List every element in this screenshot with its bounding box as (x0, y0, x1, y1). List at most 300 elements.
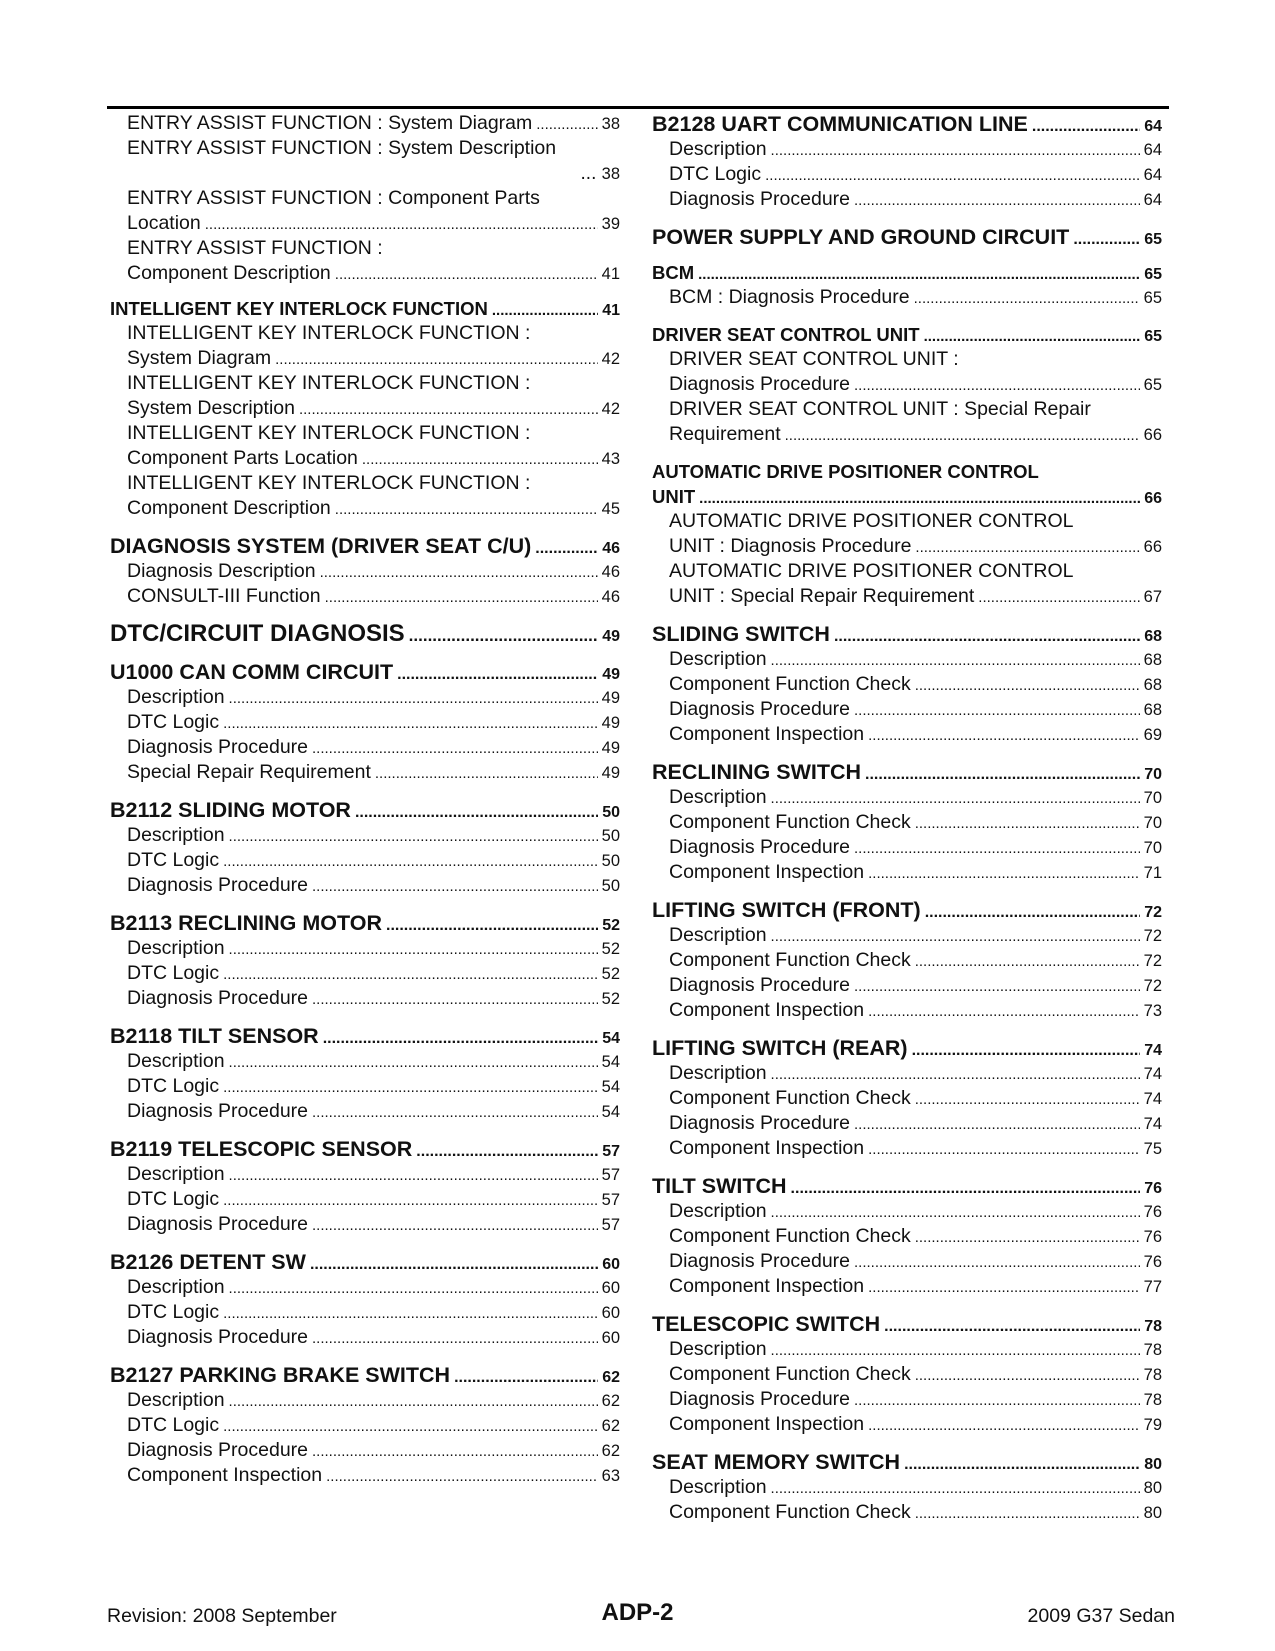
entry-title: Description (669, 648, 767, 670)
dot-leader (223, 849, 598, 874)
page-ref: 52 (601, 965, 620, 983)
entry-title: System Diagram (127, 347, 272, 369)
page-ref: 78 (1143, 1366, 1162, 1384)
entry-title: Diagnosis Procedure (669, 974, 851, 996)
toc-entry[interactable] (110, 1413, 620, 1438)
page-ref: 54 (601, 1103, 620, 1121)
entry-title: Diagnosis Procedure (669, 836, 851, 858)
section-spacer (110, 785, 620, 797)
header-rule (107, 106, 1169, 109)
page-ref: 68 (1143, 676, 1162, 694)
toc-entry-continuation[interactable] (110, 161, 620, 186)
toc-entry[interactable] (652, 697, 1162, 722)
dot-leader (854, 188, 1140, 213)
page-ref: 78 (1144, 1318, 1162, 1335)
dot-leader (868, 1137, 1140, 1162)
entry-title: Diagnosis Procedure (127, 736, 309, 758)
dot-leader (229, 1276, 598, 1301)
dot-leader (915, 673, 1140, 698)
toc-entry[interactable] (652, 1199, 1162, 1224)
section-spacer (110, 1350, 620, 1362)
section-spacer (652, 1437, 1162, 1449)
section-spacer (110, 286, 620, 296)
toc-entry[interactable] (110, 1388, 620, 1413)
page-ref: 54 (601, 1053, 620, 1071)
dot-leader (915, 1363, 1140, 1388)
page-ref: 54 (601, 1078, 620, 1096)
entry-title: Component Inspection (127, 1464, 323, 1486)
dot-leader (771, 1062, 1140, 1087)
toc-entry[interactable] (652, 722, 1162, 747)
entry-title: Component Function Check (669, 1363, 911, 1385)
page-ref: 76 (1143, 1253, 1162, 1271)
dot-leader (868, 999, 1140, 1024)
toc-entry[interactable] (652, 187, 1162, 212)
toc-section-heading[interactable] (652, 897, 1162, 923)
toc-entry[interactable] (652, 1111, 1162, 1136)
page-ref: 79 (1143, 1416, 1162, 1434)
page-ref: 64 (1143, 166, 1162, 184)
section-spacer (652, 1161, 1162, 1173)
entry-title: DTC Logic (127, 1075, 220, 1097)
page-ref: 45 (601, 500, 620, 518)
section-spacer (652, 885, 1162, 897)
toc-entry[interactable] (110, 710, 620, 735)
toc-entry[interactable] (110, 559, 620, 584)
page-ref: 60 (602, 1256, 620, 1273)
page-ref: 57 (602, 1143, 620, 1160)
entry-title: Diagnosis Procedure (669, 698, 851, 720)
page-ref: 71 (1143, 864, 1162, 882)
section-title: POWER SUPPLY AND GROUND CIRCUIT (652, 225, 1070, 249)
toc-section-heading[interactable] (110, 1249, 620, 1275)
dot-leader (229, 686, 598, 711)
toc-entry[interactable] (652, 1412, 1162, 1437)
entry-title: DTC Logic (127, 1414, 220, 1436)
toc-entry[interactable] (110, 685, 620, 710)
section-spacer (652, 1299, 1162, 1311)
toc-entry[interactable] (652, 810, 1162, 835)
toc-entry[interactable] (652, 1136, 1162, 1161)
dot-leader (312, 1213, 598, 1238)
entry-title: Diagnosis Procedure (669, 188, 851, 210)
toc-entry[interactable] (110, 873, 620, 898)
dot-leader (771, 648, 1140, 673)
toc-entry[interactable] (652, 1337, 1162, 1362)
section-title: B2128 UART COMMUNICATION LINE (652, 112, 1028, 136)
toc-section-heading[interactable] (110, 659, 620, 685)
section-title: UNIT (652, 486, 696, 507)
entry-title: Description (669, 1338, 767, 1360)
toc-entry[interactable] (652, 948, 1162, 973)
toc-entry[interactable] (652, 923, 1162, 948)
page-ref: 74 (1143, 1065, 1162, 1083)
page-ref: 70 (1143, 789, 1162, 807)
dot-leader (924, 324, 1141, 349)
page-ref: 74 (1144, 1042, 1162, 1059)
entry-title: Diagnosis Description (127, 560, 316, 582)
toc-section-heading[interactable] (652, 621, 1162, 647)
entry-title: Description (669, 1200, 767, 1222)
page-ref: 80 (1143, 1504, 1162, 1522)
entry-title: System Description (127, 397, 295, 419)
page-ref: 39 (601, 215, 620, 233)
dot-leader (223, 962, 598, 987)
dot-leader (326, 1464, 598, 1489)
toc-entry[interactable] (110, 1212, 620, 1237)
section-title: TELESCOPIC SWITCH (652, 1312, 881, 1336)
toc-entry[interactable] (110, 986, 620, 1011)
entry-title: Component Description (127, 262, 331, 284)
page-ref: 52 (601, 940, 620, 958)
toc-entry[interactable] (652, 1475, 1162, 1500)
section-title: DIAGNOSIS SYSTEM (DRIVER SEAT C/U) (110, 534, 532, 558)
entry-title: UNIT : Special Repair Requirement (669, 585, 975, 607)
page-ref: 75 (1143, 1140, 1162, 1158)
dot-leader (699, 486, 1140, 511)
leader-dots: ... (580, 163, 597, 184)
toc-entry-label-line: INTELLIGENT KEY INTERLOCK FUNCTION : (127, 372, 531, 394)
page-ref: 60 (601, 1304, 620, 1322)
toc-entry[interactable] (652, 1061, 1162, 1086)
section-title: U1000 CAN COMM CIRCUIT (110, 660, 394, 684)
dot-leader (854, 698, 1140, 723)
page-ref: 46 (601, 563, 620, 581)
entry-title: Diagnosis Procedure (127, 1439, 309, 1461)
page-ref: 63 (601, 1467, 620, 1485)
page-ref: 70 (1143, 814, 1162, 832)
toc-section-heading[interactable] (652, 111, 1162, 137)
section-title: TILT SWITCH (652, 1174, 787, 1198)
page-ref: 49 (602, 628, 620, 645)
dot-leader (229, 1389, 598, 1414)
section-title: SLIDING SWITCH (652, 622, 830, 646)
toc-section-heading[interactable] (110, 1136, 620, 1162)
toc-entry[interactable] (110, 584, 620, 609)
page-ref: 65 (1144, 266, 1162, 283)
page-ref: 41 (602, 302, 620, 319)
toc-entry[interactable] (652, 137, 1162, 162)
page-ref: 73 (1143, 1002, 1162, 1020)
page-ref: 65 (1143, 376, 1162, 394)
dot-leader (492, 298, 598, 323)
entry-title: Description (669, 1062, 767, 1084)
section-spacer (110, 898, 620, 910)
page-ref: 69 (1143, 726, 1162, 744)
dot-leader (535, 536, 598, 562)
page-ref: 65 (1143, 289, 1162, 307)
entry-title: Component Function Check (669, 1501, 911, 1523)
dot-leader (915, 811, 1140, 836)
entry-title: Component Inspection (669, 999, 865, 1021)
dot-leader (698, 262, 1140, 287)
section-spacer (110, 521, 620, 533)
toc-entry[interactable] (652, 785, 1162, 810)
revision-date: Revision: 2008 September (107, 1605, 337, 1627)
dot-leader (454, 1365, 598, 1391)
entry-title: Component Function Check (669, 1087, 911, 1109)
toc-entry[interactable] (652, 1274, 1162, 1299)
section-spacer (652, 609, 1162, 621)
toc-entry[interactable] (110, 1275, 620, 1300)
entry-title: CONSULT-III Function (127, 585, 321, 607)
page-ref: 62 (601, 1392, 620, 1410)
page-ref: 70 (1143, 839, 1162, 857)
toc-entry[interactable] (652, 162, 1162, 187)
toc-entry[interactable] (110, 760, 620, 785)
page-ref: 78 (1143, 1391, 1162, 1409)
dot-leader (978, 585, 1139, 610)
page-ref: 52 (601, 990, 620, 1008)
section-title: B2118 TILT SENSOR (110, 1024, 319, 1048)
toc-entry-label-line: ENTRY ASSIST FUNCTION : System Description (127, 137, 557, 159)
toc-entry[interactable] (110, 936, 620, 961)
toc-entry[interactable] (652, 1387, 1162, 1412)
toc-section-heading[interactable] (110, 296, 620, 321)
entry-title: DTC Logic (127, 711, 220, 733)
toc-entry[interactable] (110, 735, 620, 760)
dot-leader (312, 1100, 598, 1125)
section-title: DRIVER SEAT CONTROL UNIT (652, 324, 920, 345)
entry-title: Diagnosis Procedure (127, 874, 309, 896)
dot-leader (868, 1413, 1140, 1438)
dot-leader (416, 1139, 598, 1165)
toc-entry-label-line: ENTRY ASSIST FUNCTION : Component Parts (127, 187, 540, 209)
toc-entry[interactable] (110, 1325, 620, 1350)
toc-entry[interactable] (110, 1074, 620, 1099)
dot-leader (335, 262, 598, 287)
toc-entry[interactable] (110, 261, 620, 286)
toc-entry[interactable] (652, 534, 1162, 559)
section-title: B2119 TELESCOPIC SENSOR (110, 1137, 413, 1161)
toc-section-heading[interactable] (110, 797, 620, 823)
entry-title: Component Function Check (669, 949, 911, 971)
page-ref: 72 (1143, 927, 1162, 945)
toc-entry[interactable] (110, 496, 620, 521)
dot-leader (854, 1250, 1140, 1275)
page-ref: 64 (1144, 118, 1162, 135)
toc-entry-label-line: INTELLIGENT KEY INTERLOCK FUNCTION : (127, 422, 531, 444)
toc-entry-label-line: ENTRY ASSIST FUNCTION : (127, 237, 383, 259)
dot-leader (362, 447, 598, 472)
toc-entry[interactable] (110, 1300, 620, 1325)
dot-leader (854, 1112, 1140, 1137)
entry-title: Description (127, 1050, 225, 1072)
dot-leader (1032, 114, 1140, 140)
toc-section-heading[interactable] (652, 260, 1162, 285)
section-title: B2127 PARKING BRAKE SWITCH (110, 1363, 451, 1387)
toc-entry[interactable] (110, 1099, 620, 1124)
entry-title: Diagnosis Procedure (127, 1326, 309, 1348)
dot-leader (320, 560, 598, 585)
dot-leader (915, 1225, 1140, 1250)
toc-section-heading[interactable] (652, 484, 1162, 509)
entry-title: Component Function Check (669, 1225, 911, 1247)
page-number: ADP-2 (601, 1599, 674, 1626)
toc-entry[interactable] (652, 672, 1162, 697)
toc-entry[interactable] (652, 1362, 1162, 1387)
toc-entry[interactable] (652, 422, 1162, 447)
toc-entry[interactable] (652, 860, 1162, 885)
entry-title: Component Function Check (669, 673, 911, 695)
toc-entry[interactable] (652, 998, 1162, 1023)
page-ref: 38 (601, 165, 620, 183)
page-ref: 76 (1143, 1228, 1162, 1246)
toc-entry[interactable] (652, 647, 1162, 672)
toc-entry[interactable] (110, 1438, 620, 1463)
toc-entry[interactable] (652, 372, 1162, 397)
entry-title: Special Repair Requirement (127, 761, 371, 783)
dot-leader (223, 711, 598, 736)
toc-section-heading[interactable] (110, 1362, 620, 1388)
toc-entry[interactable] (110, 1162, 620, 1187)
page-ref: 54 (602, 1030, 620, 1047)
entry-title: Diagnosis Procedure (669, 1388, 851, 1410)
entry-title: Description (127, 1276, 225, 1298)
page-ref: 50 (601, 852, 620, 870)
dot-leader (312, 736, 598, 761)
toc-section-heading[interactable] (652, 1173, 1162, 1199)
toc-entry[interactable] (652, 285, 1162, 310)
section-title: B2112 SLIDING MOTOR (110, 798, 351, 822)
page-ref: 57 (601, 1166, 620, 1184)
toc-entry-label-line: DRIVER SEAT CONTROL UNIT : Special Repair (669, 398, 1091, 420)
entry-title: Component Function Check (669, 811, 911, 833)
section-title: LIFTING SWITCH (FRONT) (652, 898, 921, 922)
page-ref: 62 (602, 1369, 620, 1386)
toc-section-heading[interactable] (652, 1311, 1162, 1337)
dot-leader (904, 1452, 1140, 1478)
entry-title: Diagnosis Procedure (127, 987, 309, 1009)
toc-entry[interactable] (652, 1500, 1162, 1525)
dot-leader (914, 286, 1140, 311)
page-ref: 38 (601, 115, 620, 133)
page-ref: 68 (1143, 701, 1162, 719)
page-ref: 78 (1143, 1341, 1162, 1359)
toc-section-heading[interactable] (110, 533, 620, 559)
dot-leader (865, 762, 1140, 788)
dot-leader (397, 662, 598, 688)
page-ref: 52 (602, 917, 620, 934)
entry-title: DTC Logic (127, 849, 220, 871)
section-spacer (652, 212, 1162, 224)
section-title: BCM (652, 262, 695, 283)
entry-title: Component Parts Location (127, 447, 358, 469)
toc-entry[interactable] (110, 211, 620, 236)
toc-entry-label-line: AUTOMATIC DRIVE POSITIONER CONTROL (669, 510, 1074, 532)
page-ref: 42 (601, 350, 620, 368)
toc-entry[interactable] (110, 396, 620, 421)
section-title: SEAT MEMORY SWITCH (652, 1450, 901, 1474)
entry-title: Description (669, 786, 767, 808)
toc-section-heading[interactable] (652, 1035, 1162, 1061)
toc-section-heading[interactable] (652, 759, 1162, 785)
toc-entry[interactable] (110, 961, 620, 986)
dot-leader (229, 824, 598, 849)
page-ref: 62 (601, 1417, 620, 1435)
dot-leader (771, 1200, 1140, 1225)
dot-leader (765, 163, 1140, 188)
page-ref: 65 (1144, 231, 1162, 248)
toc-section-heading[interactable] (652, 322, 1162, 347)
toc-entry[interactable] (110, 346, 620, 371)
toc-entry[interactable] (110, 1463, 620, 1488)
dot-leader (1073, 227, 1140, 253)
toc-entry[interactable] (110, 848, 620, 873)
page-ref: 50 (602, 804, 620, 821)
page-ref: 49 (602, 666, 620, 683)
toc-entry[interactable] (652, 973, 1162, 998)
page-ref: 68 (1143, 651, 1162, 669)
toc-entry[interactable] (110, 446, 620, 471)
page-ref: 77 (1143, 1278, 1162, 1296)
page-ref: 46 (601, 588, 620, 606)
toc-entry[interactable] (110, 111, 620, 136)
dot-leader (325, 585, 598, 610)
entry-title: Diagnosis Procedure (127, 1213, 309, 1235)
toc-section-heading[interactable] (110, 910, 620, 936)
toc-entry[interactable] (110, 823, 620, 848)
page-ref: 80 (1144, 1456, 1162, 1473)
page-ref: 64 (1143, 191, 1162, 209)
toc-section-heading[interactable] (110, 1023, 620, 1049)
toc-section-heading[interactable] (110, 619, 620, 649)
page-ref: 66 (1143, 538, 1162, 556)
section-spacer (110, 1124, 620, 1136)
dot-leader (868, 1275, 1140, 1300)
toc-entry[interactable] (652, 1086, 1162, 1111)
page-ref: 68 (1144, 628, 1162, 645)
toc-section-heading[interactable] (652, 1449, 1162, 1475)
section-spacer (110, 609, 620, 619)
page-ref: 41 (601, 265, 620, 283)
page-ref: 64 (1143, 141, 1162, 159)
page-ref: 80 (1143, 1479, 1162, 1497)
page-ref: 67 (1143, 588, 1162, 606)
page-ref: 50 (601, 827, 620, 845)
dot-leader (275, 347, 598, 372)
dot-leader (299, 397, 598, 422)
toc-right-column (652, 111, 1162, 1525)
dot-leader (854, 974, 1140, 999)
dot-leader (771, 138, 1140, 163)
dot-leader (223, 1188, 598, 1213)
toc-entry[interactable] (110, 1049, 620, 1074)
dot-leader (771, 1338, 1140, 1363)
toc-entry[interactable] (652, 1249, 1162, 1274)
toc-section-heading[interactable] (652, 224, 1162, 250)
dot-leader (915, 949, 1140, 974)
page-ref: 49 (601, 764, 620, 782)
section-title: B2126 DETENT SW (110, 1250, 306, 1274)
dot-leader (312, 1326, 598, 1351)
toc-entry[interactable] (110, 1187, 620, 1212)
entry-title: Description (127, 1163, 225, 1185)
dot-leader (312, 874, 598, 899)
toc-entry[interactable] (652, 835, 1162, 860)
entry-title: Component Inspection (669, 1275, 865, 1297)
page-ref: 49 (601, 739, 620, 757)
section-spacer (652, 1023, 1162, 1035)
toc-entry[interactable] (652, 584, 1162, 609)
toc-entry[interactable] (652, 1224, 1162, 1249)
entry-title: DTC Logic (127, 1188, 220, 1210)
entry-title: Description (127, 1389, 225, 1411)
page-ref: 46 (602, 540, 620, 557)
dot-leader (915, 1501, 1140, 1526)
toc-heading-label-line: AUTOMATIC DRIVE POSITIONER CONTROL (652, 461, 1039, 482)
dot-leader (925, 900, 1141, 926)
